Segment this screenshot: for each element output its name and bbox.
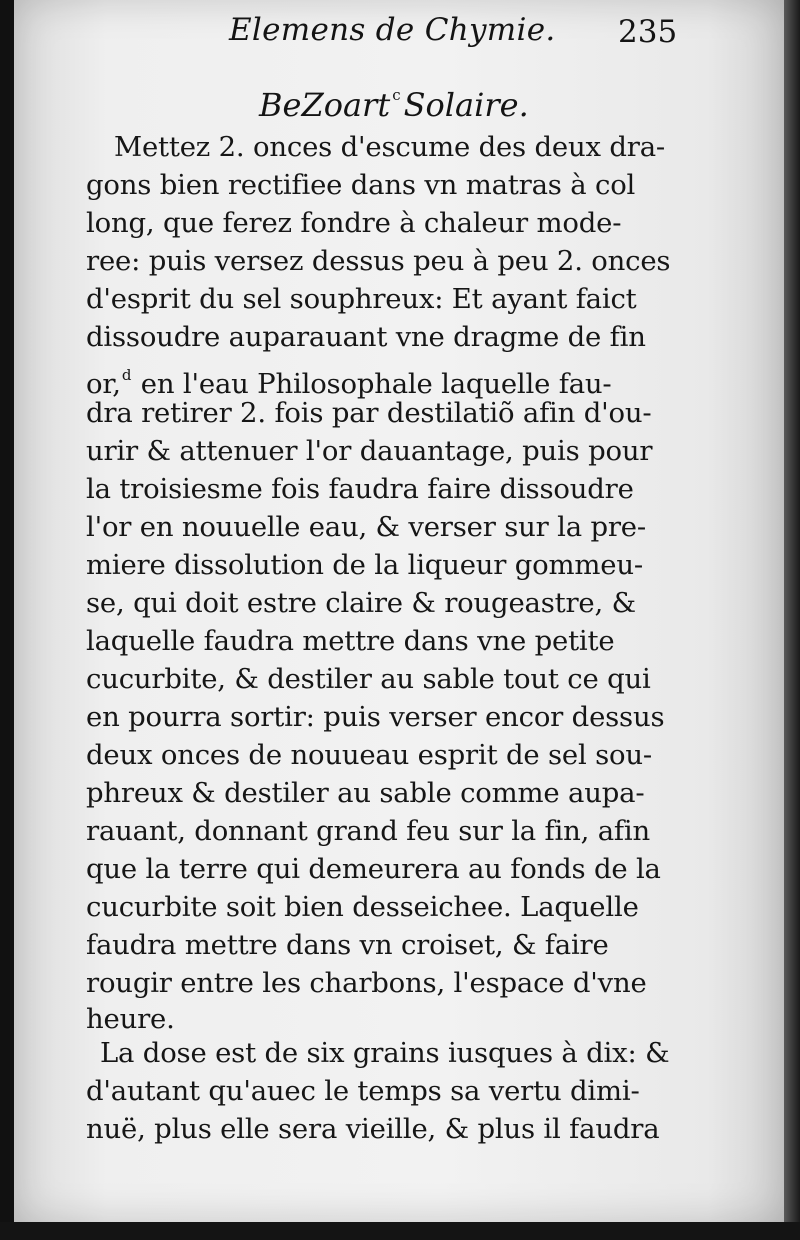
text-line: faudra mettre dans vn croiset, & faire xyxy=(86,929,609,961)
text-line: miere dissolution de la liqueur gommeu- xyxy=(86,549,643,581)
text-line: dissoudre auparauant vne dragme de fin xyxy=(86,321,646,353)
text-line: se, qui doit estre claire & rougeastre, & xyxy=(86,587,636,619)
page-number: 235 xyxy=(618,14,678,50)
text-line: rougir entre les charbons, l'espace d'vne xyxy=(86,967,647,999)
text-line: heure. xyxy=(86,1003,175,1035)
text-line: gons bien rectifiee dans vn matras à col xyxy=(86,169,636,201)
text-line: que la terre qui demeurera au fonds de la xyxy=(86,853,661,885)
paper-page xyxy=(14,0,785,1222)
heading-subtitle: Solaire. xyxy=(403,86,529,124)
section-heading xyxy=(259,86,529,124)
running-head: Elemens de Chymie. xyxy=(229,12,556,48)
text-line: la troisiesme fois faudra faire dissoudre xyxy=(86,473,634,505)
text-line: d'autant qu'auec le temps sa vertu dimi- xyxy=(86,1075,640,1107)
text-line: long, que ferez fondre à chaleur mode- xyxy=(86,207,622,239)
text-line: urir & attenuer l'or dauantage, puis pour xyxy=(86,435,653,467)
text-line: laquelle faudra mettre dans vne petite xyxy=(86,625,615,657)
note-marker: d xyxy=(121,366,132,384)
text-line: l'or en nouuelle eau, & verser sur la pre- xyxy=(86,511,646,543)
scan-edge-right xyxy=(784,0,800,1240)
text-line: d'esprit du sel souphreux: Et ayant faict xyxy=(86,283,637,315)
text-line: nuë, plus elle sera vieille, & plus il faudra xyxy=(86,1113,660,1145)
text-line: en pourra sortir: puis verser encor dessus xyxy=(86,701,665,733)
text-line: deux onces de nouueau esprit de sel sou- xyxy=(86,739,653,771)
text-line: La dose est de six grains iusques à dix: & xyxy=(100,1037,670,1069)
text-line: cucurbite soit bien desseichee. Laquelle xyxy=(86,891,639,923)
text-line: rauant, donnant grand feu sur la fin, afin xyxy=(86,815,650,847)
heading-title: BeZoart xyxy=(259,86,391,124)
text-line: ree: puis versez dessus peu à peu 2. onces xyxy=(86,245,671,277)
scan-edge-bottom xyxy=(0,1222,800,1240)
text-line: phreux & destiler au sable comme aupa- xyxy=(86,777,645,809)
heading-note-marker: c xyxy=(392,86,401,104)
text-line: cucurbite, & destiler au sable tout ce qui xyxy=(86,663,651,695)
text-line: Mettez 2. onces d'escume des deux dra- xyxy=(114,131,665,163)
text-line: dra retirer 2. fois par destilatiõ afin d'ou- xyxy=(86,397,652,429)
text-fragment: en l'eau Philosophale laquelle fau- xyxy=(140,368,612,400)
text-fragment: or, xyxy=(86,368,121,400)
